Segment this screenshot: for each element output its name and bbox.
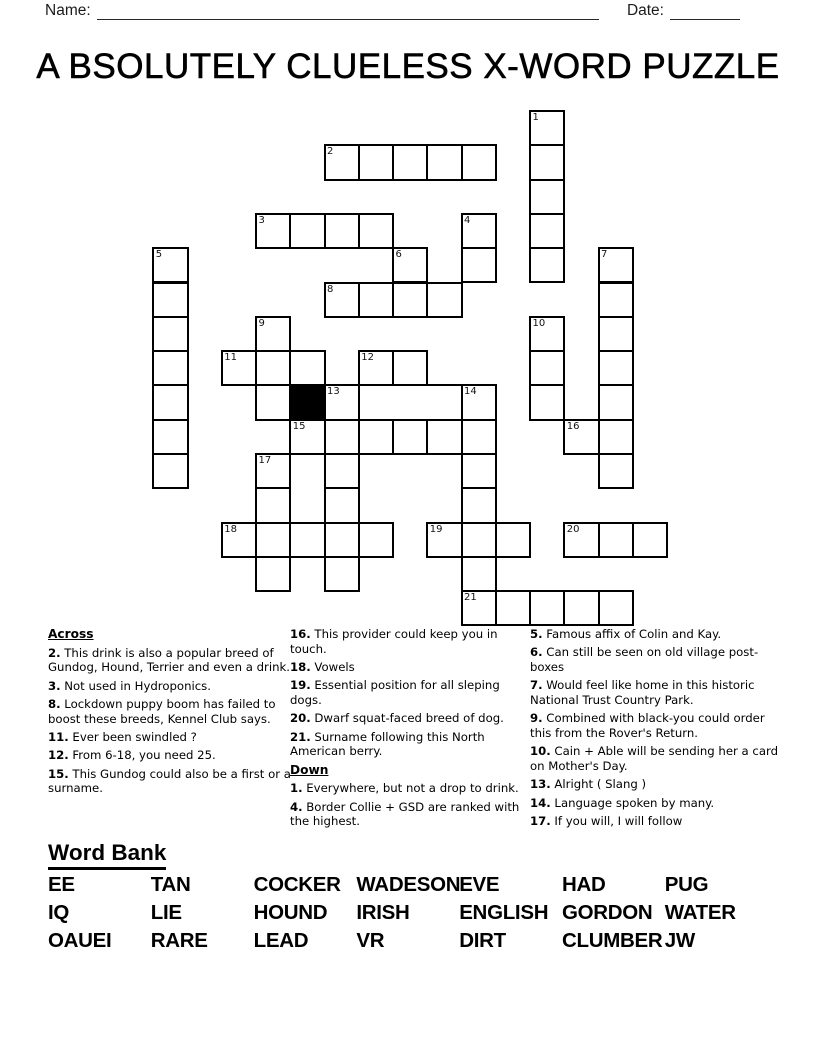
grid-cell[interactable] [255,213,291,249]
grid-cell[interactable] [221,350,257,386]
clue-text: Cain + Able will be sending her a card on Mother's Day. [530,744,779,773]
cell-number: 4 [464,214,471,226]
grid-cell[interactable] [152,384,188,420]
grid-cell[interactable] [461,419,497,455]
cell-number: 3 [258,214,265,226]
clue-text: From 6-18, you need 25. [68,748,216,763]
clue-item [530,796,782,811]
clue-text: Famous affix of Colin and Kay. [542,627,722,641]
clue-text: Ever been swindled ? [68,730,197,744]
clue-number: 5. [530,627,543,641]
clue-number: 1. [290,781,303,796]
grid-cell[interactable] [324,419,360,455]
grid-cell[interactable] [426,522,462,558]
clue-number: 2. [48,645,61,660]
grid-cell[interactable] [255,522,291,558]
clue-item [48,646,291,675]
cell-number: 21 [464,592,477,604]
word-bank-item: GORDON [561,901,653,924]
grid-cell[interactable] [461,247,497,283]
clue-number: 19. [290,678,311,693]
grid-cell[interactable] [358,419,394,455]
clue-item [530,645,782,674]
clue-text: Lockdown puppy boom has failed to boost these breeds, Kennel Club says. [48,697,276,726]
grid-cell[interactable] [358,144,394,180]
clue-text: Can still be seen on old village post-boxes [530,645,759,674]
clue-item [290,730,524,759]
clue-number: 8. [48,697,61,711]
clue-number: 16. [290,627,311,641]
grid-cell[interactable] [324,556,360,592]
clue-item [48,767,291,796]
grid-cell[interactable] [563,590,599,626]
grid-cell[interactable] [495,590,531,626]
grid-cell[interactable] [255,316,291,352]
grid-cell[interactable] [152,282,188,318]
clue-item [48,730,291,745]
word-bank-item: CLUMBER [561,929,663,952]
grid-cell[interactable] [461,522,497,558]
word-bank-item: OAUEI [48,929,112,952]
grid-cell[interactable] [358,522,394,558]
clue-text: Would feel like home in this historic National Trust Country Park. [530,678,755,707]
grid-cell[interactable] [358,350,394,386]
clue-text: Surname following this North American berry. [290,729,485,759]
clue-number: 3. [48,678,61,693]
grid-cell[interactable] [461,213,497,249]
grid-cell[interactable] [392,350,428,386]
word-bank-item: EE [48,873,75,896]
cell-number: 11 [224,352,238,364]
puzzle-title: A BSOLUTELY CLUELESS X-WORD PUZZLE [36,47,780,86]
grid-cell[interactable] [324,453,360,489]
grid-cell[interactable] [152,247,188,283]
grid-cell[interactable] [255,453,291,489]
clue-item [530,777,782,792]
cell-number: 16 [566,420,580,432]
clue-number: 7. [530,678,543,693]
word-bank-item: PUG [664,873,709,896]
cell-number: 13 [327,386,340,398]
grid-cell[interactable] [152,419,188,455]
clue-text: Essential position for all sleping dogs. [290,678,500,707]
grid-cell[interactable] [426,419,462,455]
grid-cell[interactable] [426,144,462,180]
grid-cell[interactable] [221,522,257,558]
grid-cell[interactable] [598,522,634,558]
cell-number: 1 [532,112,539,123]
word-bank-item: IQ [48,901,70,924]
grid-cell[interactable] [598,282,634,318]
clue-text: Alright ( Slang ) [550,777,647,792]
cell-number: 12 [361,352,375,364]
cell-number: 5 [155,249,163,261]
grid-cell[interactable] [152,350,188,386]
grid-cell[interactable] [529,316,565,352]
grid-cell[interactable] [461,487,497,523]
across-heading: Across [48,627,94,641]
grid-cell[interactable] [255,350,291,386]
grid-cell[interactable] [529,590,565,626]
grid-cell[interactable] [255,556,291,592]
clue-text: Vowels [310,660,355,674]
word-bank-item: COCKER [253,873,341,896]
grid-cell[interactable] [461,384,497,420]
grid-cell[interactable] [324,487,360,523]
grid-cell[interactable] [529,384,565,420]
grid-cell[interactable] [632,522,668,558]
grid-corridor [358,384,463,420]
clue-number: 4. [290,799,303,814]
grid-cell[interactable] [461,590,497,626]
clue-number: 21. [290,729,311,744]
word-bank-item: DIRT [459,929,506,952]
grid-cell[interactable] [289,350,325,386]
grid-cell[interactable] [563,522,599,558]
clue-text: Border Collie + GSD are ranked with the highest. [290,799,520,829]
grid-cell[interactable] [598,384,634,420]
grid-cell[interactable] [461,453,497,489]
clue-text: Combined with black-you could order this from the Rover's Return. [530,711,765,740]
cell-number: 7 [601,249,608,261]
grid-cell[interactable] [289,522,325,558]
grid-cell[interactable] [563,419,599,455]
grid-cell[interactable] [598,453,634,489]
clue-text: Everywhere, but not a drop to drink. [302,781,519,796]
grid-cell[interactable] [426,282,462,318]
grid-cell[interactable] [152,453,188,489]
clue-number: 6. [530,645,543,660]
cell-number: 15 [292,420,306,432]
clue-item [530,711,782,740]
clue-number: 17. [530,813,551,828]
grid-cell[interactable] [598,590,634,626]
clue-number: 10. [530,744,551,759]
grid-cell[interactable] [324,144,360,180]
grid-cell[interactable] [392,419,428,455]
grid-cell[interactable] [324,384,360,420]
grid-cell[interactable] [255,384,291,420]
clue-item [290,781,524,796]
word-bank-item: EVE [459,873,500,896]
clue-column-1 [48,627,291,800]
grid-cell[interactable] [255,487,291,523]
grid-cell[interactable] [598,247,634,283]
grid-cell[interactable] [392,144,428,180]
grid-cell[interactable] [324,522,360,558]
cell-number: 9 [258,317,265,329]
word-bank-item: HAD [561,873,606,896]
cell-number: 17 [258,455,272,466]
grid-cell[interactable] [289,419,325,455]
down-heading: Down [290,762,329,777]
clue-item [48,697,291,726]
clue-number: 20. [290,711,311,726]
grid-cell[interactable] [529,247,565,283]
cell-number: 10 [532,317,546,329]
grid-cell[interactable] [529,179,565,215]
clue-text: If you will, I will follow [550,813,683,828]
clue-item [290,678,524,707]
word-bank-item: WATER [664,901,736,924]
grid-cell[interactable] [358,213,394,249]
grid-cell[interactable] [495,522,531,558]
word-bank-item: HOUND [253,901,328,924]
grid-cell[interactable] [358,282,394,318]
grid-cell[interactable] [289,213,325,249]
clue-item [48,748,291,763]
grid-cell-black [289,384,325,420]
cell-number: 18 [224,523,238,535]
word-bank-item: RARE [150,929,208,952]
clue-item [290,660,524,675]
word-bank-heading: Word Bank [48,840,166,870]
clue-item [530,814,782,829]
clue-item [530,744,782,773]
clue-item [530,627,782,642]
clue-text: Dwarf squat-faced breed of dog. [310,711,504,726]
grid-cell[interactable] [461,144,497,180]
clue-item [290,711,524,726]
word-bank-item: WADESON [356,873,461,896]
word-bank-item: VR [356,929,385,952]
clue-number: 12. [48,748,69,763]
clue-column-2 [290,627,524,833]
word-bank-item: IRISH [356,901,410,924]
clue-text: This drink is also a popular breed of Gundog, Hound, Terrier and even a drink. [48,645,290,675]
clue-number: 9. [530,711,543,726]
clue-item [290,627,524,656]
clue-number: 15. [48,766,69,781]
cell-number: 20 [566,523,580,535]
grid-cell[interactable] [392,247,428,283]
clue-number: 11. [48,730,69,744]
word-bank-item: LIE [150,901,182,924]
cell-number: 14 [464,386,477,398]
clue-item [48,679,291,694]
clue-number: 18. [290,660,311,674]
clue-number: 13. [530,777,551,792]
clue-text: This Gundog could also be a first or a surname. [48,766,291,796]
name-label: Name: [45,2,91,19]
grid-cell[interactable] [529,350,565,386]
grid-cell[interactable] [152,316,188,352]
clue-column-3 [530,627,782,832]
word-bank-item: JW [664,929,695,952]
grid-cell[interactable] [598,316,634,352]
grid-cell[interactable] [324,282,360,318]
clue-item [530,678,782,707]
clue-item [290,800,524,829]
clue-text: Not used in Hydroponics. [60,678,211,693]
grid-cell[interactable] [529,110,565,146]
grid-cell[interactable] [598,419,634,455]
word-bank [48,873,768,957]
grid-cell[interactable] [461,556,497,592]
word-bank-item: LEAD [253,929,309,952]
cell-number: 6 [395,249,402,261]
clue-number: 14. [530,795,551,810]
grid-cell[interactable] [392,282,428,318]
word-bank-item: ENGLISH [459,901,549,924]
cell-number: 2 [327,146,334,158]
grid-cell[interactable] [324,213,360,249]
date-label: Date: [626,2,664,19]
cell-number: 8 [327,283,334,295]
grid-cell[interactable] [598,350,634,386]
clue-text: Language spoken by many. [550,795,715,810]
word-bank-item: TAN [150,873,191,896]
cell-number: 19 [429,523,443,535]
grid-cell[interactable] [529,213,565,249]
grid-cell[interactable] [529,144,565,180]
clue-text: This provider could keep you in touch. [290,627,498,656]
